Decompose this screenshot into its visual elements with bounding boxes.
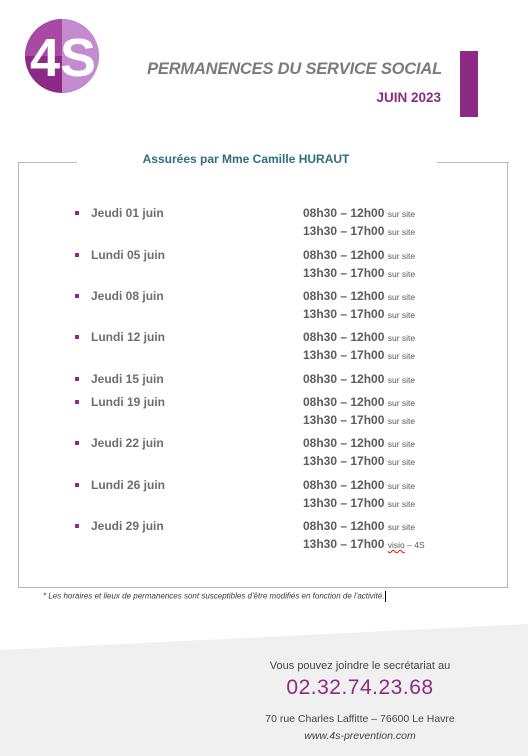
time-slot [303, 436, 415, 450]
slot-time: 08h30 – 12h00 [303, 478, 385, 492]
address: 70 rue Charles Laffitte – 76600 Le Havre [265, 713, 455, 725]
bullet-icon [75, 294, 79, 298]
day-label: Lundi 26 juin [91, 478, 165, 492]
bullet-icon [75, 441, 79, 445]
slot-location: sur site [387, 310, 416, 320]
slot-time: 13h30 – 17h00 [303, 224, 385, 238]
time-slot [303, 478, 415, 492]
logo-text: 4S [30, 28, 97, 88]
day-label: Jeudi 15 juin [91, 372, 164, 386]
time-slot [303, 348, 415, 362]
slot-location: sur site [387, 439, 416, 449]
phone-number[interactable]: 02.32.74.23.68 [286, 676, 434, 699]
slot-time: 13h30 – 17h00 [303, 307, 385, 321]
time-slot [303, 413, 415, 427]
slot-time: 08h30 – 12h00 [303, 395, 385, 409]
slot-location: sur site [387, 499, 416, 509]
day-label: Jeudi 01 juin [91, 206, 164, 220]
time-slot [303, 330, 415, 344]
time-slot [303, 519, 415, 533]
box-subtitle: Assurées par Mme Camille HURAUT [80, 152, 412, 166]
day-label: Jeudi 08 juin [91, 289, 164, 303]
slot-time: 13h30 – 17h00 [303, 348, 385, 362]
slot-location: sur site [387, 457, 416, 467]
text-cursor [385, 591, 386, 602]
slot-location: sur site [387, 269, 416, 279]
day-label: Lundi 12 juin [91, 330, 165, 344]
slot-location: sur site [387, 481, 416, 491]
slot-time: 08h30 – 12h00 [303, 436, 385, 450]
slot-time: 13h30 – 17h00 [303, 266, 385, 280]
bullet-icon [75, 377, 79, 381]
time-slot [303, 537, 425, 551]
slot-time: 08h30 – 12h00 [303, 206, 385, 220]
slot-location: sur site [387, 251, 416, 261]
time-slot [303, 395, 415, 409]
slot-location: visio [387, 540, 405, 550]
slot-time: 13h30 – 17h00 [303, 413, 385, 427]
slot-time: 08h30 – 12h00 [303, 248, 385, 262]
time-slot [303, 496, 415, 510]
slot-location: sur site [387, 333, 416, 343]
contact-intro: Vous pouvez joindre le secrétariat au [269, 660, 451, 672]
slot-time: 13h30 – 17h00 [303, 496, 385, 510]
slot-time: 08h30 – 12h00 [303, 372, 385, 386]
time-slot [303, 307, 415, 321]
time-slot [303, 372, 415, 386]
day-label: Lundi 05 juin [91, 248, 165, 262]
bullet-icon [75, 483, 79, 487]
slot-extra: – 4S [404, 540, 425, 550]
website-link[interactable]: www.4s-prevention.com [304, 730, 416, 742]
slot-time: 13h30 – 17h00 [303, 454, 385, 468]
box-top-line-right [437, 162, 509, 163]
footnote [43, 591, 483, 602]
slot-time: 08h30 – 12h00 [303, 289, 385, 303]
slot-time: 08h30 – 12h00 [303, 330, 385, 344]
slot-time: 08h30 – 12h00 [303, 519, 385, 533]
box-top-line-left [19, 162, 77, 163]
bullet-icon [75, 211, 79, 215]
page-title: PERMANENCES DU SERVICE SOCIAL [147, 60, 442, 78]
time-slot [303, 206, 415, 220]
bullet-icon [75, 335, 79, 339]
slot-location: sur site [387, 375, 416, 385]
4s-logo [22, 16, 104, 94]
slot-location: sur site [387, 292, 416, 302]
slot-location: sur site [387, 416, 416, 426]
day-label: Lundi 19 juin [91, 395, 165, 409]
accent-bar [460, 51, 478, 117]
bullet-icon [75, 400, 79, 404]
day-label: Jeudi 29 juin [91, 519, 164, 533]
month-label: JUIN 2023 [376, 90, 441, 105]
slot-location: sur site [387, 522, 416, 532]
slot-time: 13h30 – 17h00 [303, 537, 385, 551]
time-slot [303, 224, 415, 238]
slot-location: sur site [387, 227, 416, 237]
footnote-text: * Les horaires et lieux de permanences sont susceptibles d'être modifiés en fonction de l'activité. [43, 591, 385, 601]
time-slot [303, 248, 415, 262]
time-slot [303, 454, 415, 468]
slot-location: sur site [387, 398, 416, 408]
slot-location: sur site [387, 209, 416, 219]
day-label: Jeudi 22 juin [91, 436, 164, 450]
bullet-icon [75, 253, 79, 257]
time-slot [303, 289, 415, 303]
time-slot [303, 266, 415, 280]
bullet-icon [75, 524, 79, 528]
slot-location: sur site [387, 351, 416, 361]
